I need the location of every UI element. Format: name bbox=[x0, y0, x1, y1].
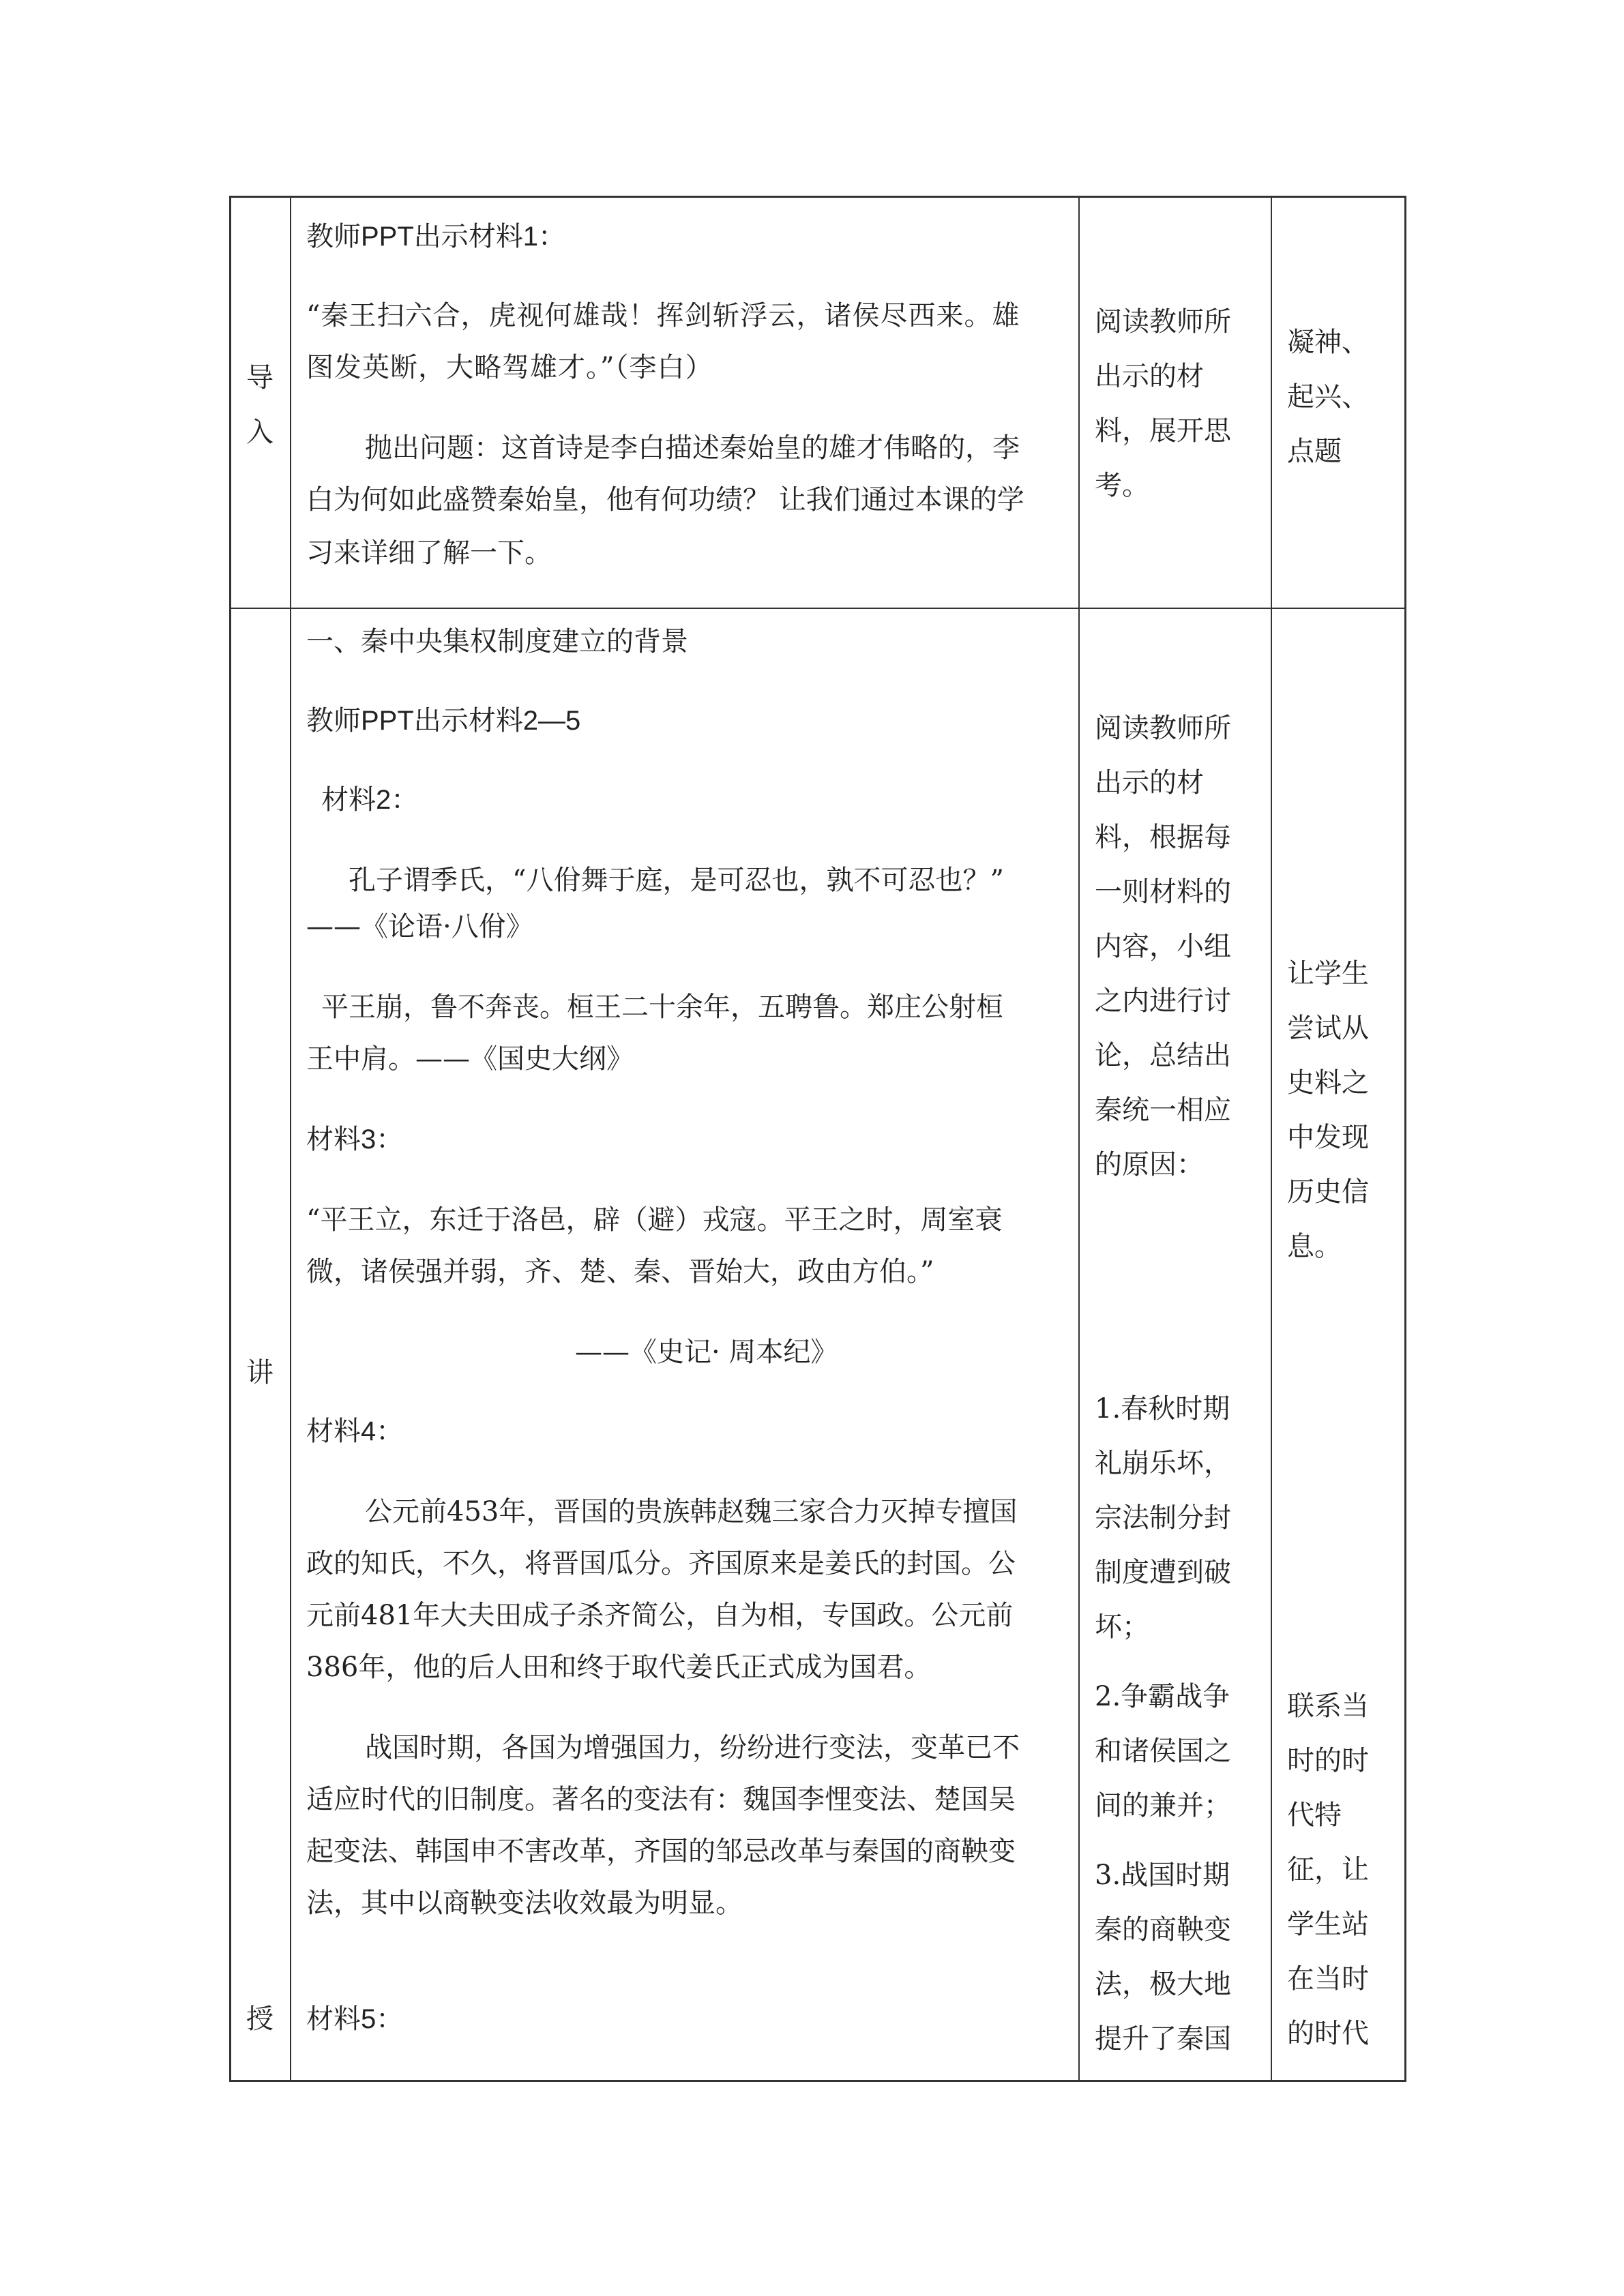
cell-line: 凝神、 bbox=[1287, 327, 1369, 358]
question-line: 白为何如此盛赞秦始皇，他有何功绩？ 让我们通过本课的学 bbox=[306, 484, 1024, 516]
material-label: 材料2： bbox=[321, 785, 419, 815]
cell-line: 征，让 bbox=[1287, 1854, 1369, 1885]
cell-line: 和诸侯国之 bbox=[1095, 1735, 1231, 1767]
ppt-material-heading: 教师PPT出示材料2—5 bbox=[306, 706, 581, 736]
cell-line: 阅读教师所 bbox=[1095, 713, 1231, 744]
material-text: 政的知氏，不久，将晋国瓜分。齐国原来是姜氏的封国。公 bbox=[306, 1548, 1016, 1579]
material-text: 法，其中以商鞅变法收效最为明显。 bbox=[306, 1888, 743, 1919]
material-source: ——《论语·八佾》 bbox=[306, 911, 533, 942]
cell-line: 代特 bbox=[1287, 1800, 1342, 1831]
cell-line: 料，展开思 bbox=[1095, 415, 1231, 447]
cell-line: 料，根据每 bbox=[1095, 822, 1231, 853]
material-text: 起变法、韩国申不害改革，齐国的邹忌改革与秦国的商鞅变 bbox=[306, 1836, 1016, 1867]
cell-line: 出示的材 bbox=[1095, 361, 1204, 392]
cell-line: 2.争霸战争 bbox=[1095, 1681, 1230, 1712]
material-label: 材料3： bbox=[306, 1124, 404, 1154]
poem-line: “秦王扫六合，虎视何雄哉！挥剑斩浮云，诸侯尽西来。雄 bbox=[306, 300, 1020, 331]
cell-line: 提升了秦国 bbox=[1095, 2023, 1231, 2055]
cell-line: 礼崩乐坏， bbox=[1095, 1448, 1231, 1479]
stage-cell-intro bbox=[246, 351, 274, 460]
row-divider bbox=[231, 608, 1404, 609]
cell-line: 内容，小组 bbox=[1095, 931, 1231, 962]
cell-line: 秦统一相应 bbox=[1095, 1094, 1231, 1126]
section-heading: 一、秦中央集权制度建立的背景 bbox=[306, 626, 688, 657]
column-divider bbox=[1078, 198, 1080, 2080]
column-divider bbox=[1271, 198, 1272, 2080]
material-text: 适应时代的旧制度。著名的变法有：魏国李悝变法、楚国吴 bbox=[306, 1784, 1016, 1815]
student-conclusions bbox=[1095, 1382, 1231, 2066]
cell-line: 让学生 bbox=[1287, 958, 1369, 989]
cell-line: 秦的商鞅变 bbox=[1095, 1914, 1231, 1945]
cell-line: 史料之 bbox=[1287, 1067, 1369, 1099]
design-intent-context bbox=[1287, 1679, 1369, 2061]
cell-line: 时的时 bbox=[1287, 1745, 1369, 1776]
cell-line: 历史信 bbox=[1287, 1176, 1369, 1208]
cell-line: 学生站 bbox=[1287, 1909, 1369, 1940]
cell-line: 中发现 bbox=[1287, 1122, 1369, 1153]
cell-line: 尝试从 bbox=[1287, 1013, 1369, 1044]
column-divider bbox=[290, 198, 291, 2080]
material-text: 386年，他的后人田和终于取代姜氏正式成为国君。 bbox=[306, 1652, 932, 1683]
cell-line: 3.战国时期 bbox=[1095, 1860, 1230, 1891]
cell-line: 的原因： bbox=[1095, 1149, 1204, 1180]
material-text: 孔子谓季氏，“八佾舞于庭，是可忍也，孰不可忍也？” bbox=[349, 865, 1004, 896]
stage-char-lecture-top: 讲 bbox=[246, 1357, 274, 1388]
cell-line: 阅读教师所 bbox=[1095, 306, 1231, 338]
material-label: 材料4： bbox=[306, 1416, 404, 1446]
student-activity-lecture bbox=[1095, 701, 1231, 1192]
question-line: 抛出问题：这首诗是李白描述秦始皇的雄才伟略的，李 bbox=[365, 432, 1020, 464]
cell-line: 坏； bbox=[1095, 1611, 1149, 1643]
cell-line: 起兴、 bbox=[1287, 381, 1369, 413]
cell-line: 宗法制分封 bbox=[1095, 1502, 1231, 1534]
cell-line: 1.春秋时期 bbox=[1095, 1393, 1230, 1425]
material-text: 王中肩。——《国史大纲》 bbox=[306, 1043, 634, 1075]
cell-line: 论，总结出 bbox=[1095, 1040, 1231, 1071]
design-intent-lecture bbox=[1287, 946, 1369, 1274]
material-text: 平王崩，鲁不奔丧。桓王二十余年，五聘鲁。郑庄公射桓 bbox=[321, 992, 1003, 1023]
cell-line: 的时代 bbox=[1287, 2018, 1369, 2049]
material-source: ——《史记· 周本纪》 bbox=[575, 1337, 838, 1368]
cell-line: 一则材料的 bbox=[1095, 876, 1231, 908]
ppt-material-heading: 教师PPT出示材料1： bbox=[306, 222, 566, 252]
material-text: 战国时期，各国为增强国力，纷纷进行变法，变革已不 bbox=[365, 1732, 1020, 1763]
material-text: 元前481年大夫田成子杀齐简公，自为相，专国政。公元前 bbox=[306, 1600, 1014, 1631]
poem-line: 图发英断，大略驾雄才。”（李白） bbox=[306, 352, 713, 383]
cell-line: 之内进行讨 bbox=[1095, 985, 1231, 1017]
cell-line: 考。 bbox=[1095, 470, 1149, 501]
material-label: 材料5： bbox=[306, 2004, 404, 2034]
cell-line: 在当时 bbox=[1287, 1963, 1369, 1995]
cell-line: 出示的材 bbox=[1095, 767, 1204, 799]
stage-char: 导 bbox=[246, 362, 274, 393]
cell-line: 点题 bbox=[1287, 436, 1342, 467]
design-intent-intro bbox=[1287, 315, 1369, 479]
cell-line: 息。 bbox=[1287, 1231, 1342, 1262]
stage-char: 入 bbox=[246, 417, 274, 448]
lesson-plan-table bbox=[229, 196, 1406, 2082]
cell-line: 间的兼并； bbox=[1095, 1790, 1231, 1821]
student-activity-intro bbox=[1095, 295, 1231, 513]
cell-line: 联系当 bbox=[1287, 1690, 1369, 1722]
question-line: 习来详细了解一下。 bbox=[306, 537, 552, 569]
material-text: 微，诸侯强并弱，齐、楚、秦、晋始大，政由方伯。” bbox=[306, 1256, 934, 1287]
material-text: “平王立，东迁于洛邑，辟（避）戎寇。平王之时，周室衰 bbox=[306, 1204, 1003, 1236]
cell-line: 法，极大地 bbox=[1095, 1969, 1231, 2000]
stage-char-lecture-bottom: 授 bbox=[246, 2003, 274, 2035]
cell-line: 制度遭到破 bbox=[1095, 1557, 1231, 1588]
material-text: 公元前453年，晋国的贵族韩赵魏三家合力灭掉专擅国 bbox=[365, 1496, 1018, 1527]
